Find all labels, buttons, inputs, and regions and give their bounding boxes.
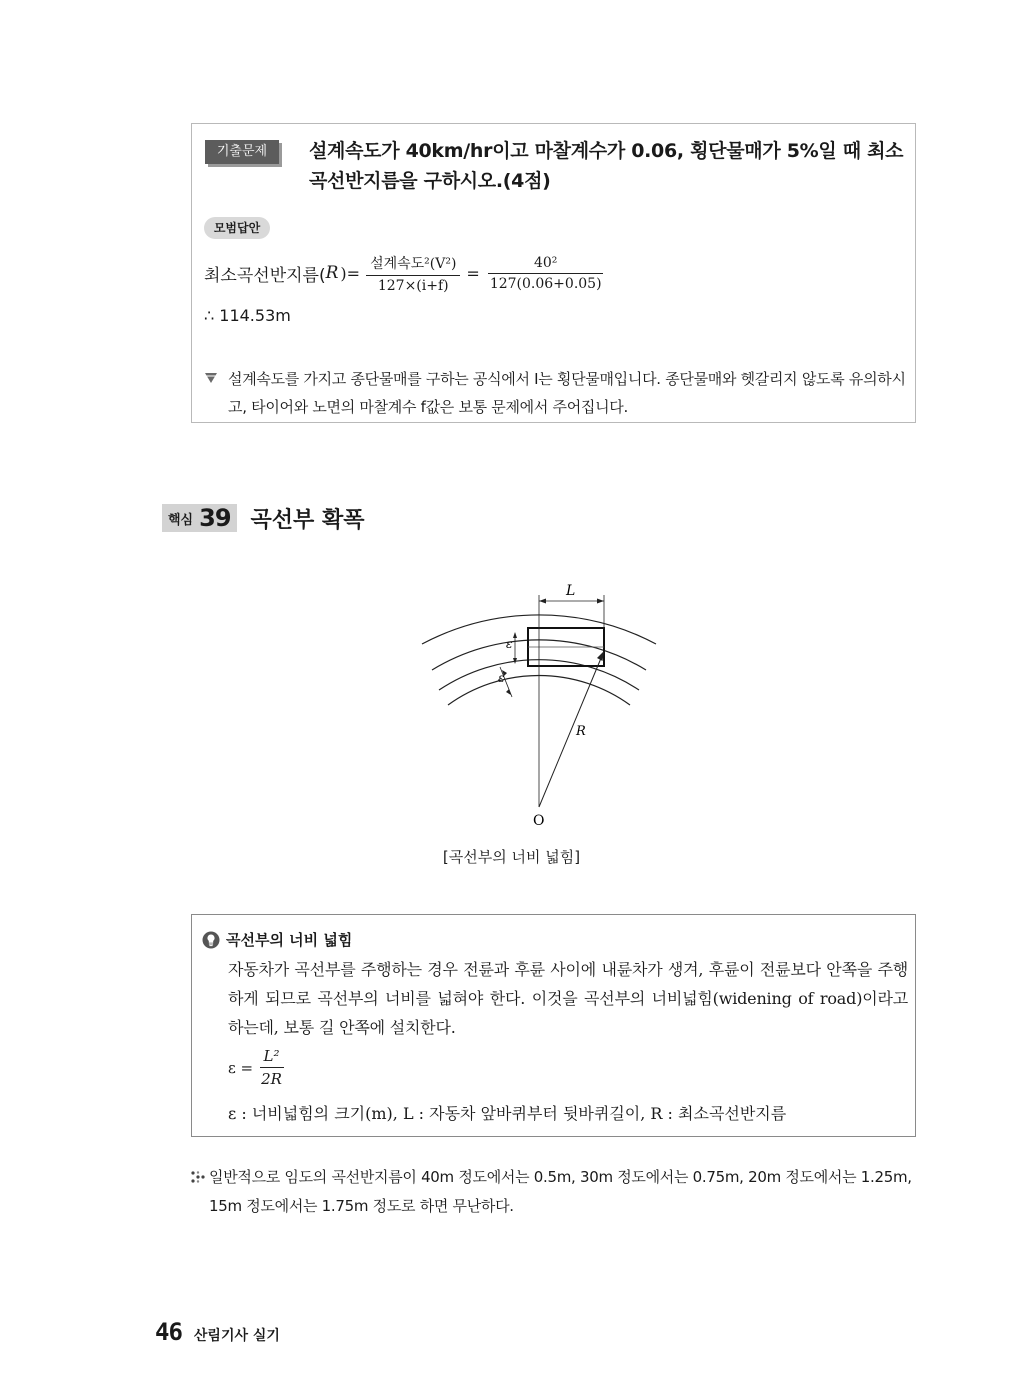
info-body: 자동차가 곡선부를 주행하는 경우 전륜과 후륜 사이에 내륜차가 생겨, 후륜이 전륜보다 안쪽을 주행하게 되므로 곡선부의 너비를 넓혀야 한다. 이것을 곡선부의 너비넓힘(widening of road)이라고 하는데, 보통 길 안쪽에 설치한다.	[228, 960, 908, 1037]
l-arrow-left	[539, 599, 546, 604]
formula-fraction-1	[366, 253, 460, 294]
exam-tag: 기출문제	[205, 140, 279, 164]
info-title	[202, 929, 352, 950]
radius-line	[539, 651, 604, 807]
radius-arrow	[597, 651, 604, 661]
model-answer-tag: 모범답안	[204, 217, 270, 239]
label-eps-upper: ε	[506, 637, 513, 651]
formula-var: R	[325, 263, 339, 283]
section-badge	[162, 504, 237, 532]
label-r: R	[576, 724, 586, 739]
figure-caption: [곡선부의 너비 넓힘]	[442, 848, 581, 866]
bottom-note	[191, 1163, 916, 1221]
fraction-1-numerator: 설계속도²(V²)	[366, 253, 460, 276]
diamond-icon	[204, 372, 218, 384]
formula-legend: ε : 너비넓힘의 크기(m), L : 자동차 앞바퀴부터 뒷바퀴길이, R : 최소곡선반지름	[228, 1104, 787, 1123]
answer-result: ∴ 114.53m	[204, 306, 291, 325]
section-number: 39	[199, 504, 231, 532]
bullet-dots-icon	[191, 1171, 205, 1183]
exam-tip-note	[204, 365, 909, 421]
exam-question-box	[191, 123, 916, 423]
radius-formula	[204, 251, 904, 295]
eps-arrow-upper-top	[513, 632, 517, 638]
page-number: 46	[155, 1318, 182, 1346]
label-eps-lower: ε	[498, 671, 505, 685]
formula-fraction-2	[486, 255, 606, 292]
tip-text: 설계속도를 가지고 종단물매를 구하는 공식에서 I는 횡단물매입니다. 종단물매와 헷갈리지 않도록 유의하시고, 타이어와 노면의 마찰계수 f값은 보통 문제에서 주어집니다.	[228, 370, 906, 416]
fraction-2-denominator: 127(0.06+0.05)	[489, 275, 602, 292]
label-o: O	[533, 813, 545, 829]
exam-question-text: 설계속도가 40km/hr이고 마찰계수가 0.06, 횡단물매가 5%일 때 최소곡선반지름을 구하시오.(4점)	[309, 140, 904, 192]
section-label: 핵심	[168, 512, 194, 528]
widening-numerator: L²	[260, 1047, 284, 1068]
curve-widening-diagram	[400, 575, 680, 835]
bottom-note-text: 일반적으로 임도의 곡선반지름이 40m 정도에서는 0.5m, 30m 정도에서는 0.75m, 20m 정도에서는 1.25m, 15m 정도에서는 1.75m 정도로 하면 무난하다.	[209, 1168, 912, 1215]
info-title-text: 곡선부의 너비 넓힘	[226, 931, 353, 949]
l-arrow-right	[597, 599, 604, 604]
info-box	[191, 914, 916, 1137]
section-heading	[162, 503, 364, 533]
formula-lhs: ε =	[228, 1058, 254, 1077]
fraction-1-denominator: 127×(i+f)	[377, 277, 449, 294]
book-title: 산림기사 실기	[193, 1328, 280, 1344]
widening-fraction	[257, 1047, 286, 1088]
formula-label: 최소곡선반지름(	[204, 265, 326, 286]
lightbulb-icon	[202, 931, 220, 949]
section-title: 곡선부 확폭	[250, 507, 365, 533]
label-l: L	[566, 583, 576, 599]
formula-equals: =	[466, 263, 480, 283]
widening-formula	[228, 1047, 290, 1088]
widening-denominator: 2R	[261, 1070, 282, 1088]
fraction-2-numerator: 40²	[488, 255, 603, 274]
formula-close: )=	[340, 263, 361, 283]
page-footer	[155, 1318, 280, 1346]
